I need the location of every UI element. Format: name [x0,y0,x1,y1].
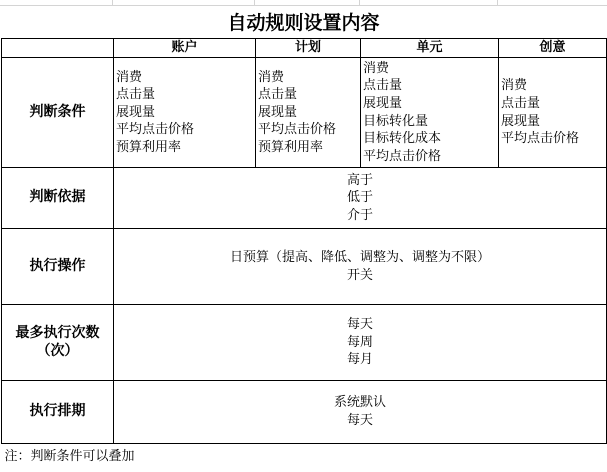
row-judge-basis [2,168,607,229]
condition-item: 消费 [501,78,528,94]
row-label-max-executions [2,305,114,381]
corner-cell [2,39,114,58]
condition-item: 平均点击价格 [116,122,195,138]
schedule-item: 每天 [346,413,373,428]
condition-item: 展现量 [116,104,156,120]
frequency-item: 每天 [346,317,373,333]
max-executions-label: 最多执行次数 [15,324,100,341]
row-max-executions [2,305,607,381]
col-header-creative: 创意 [499,39,607,58]
condition-item: 预算利用率 [258,139,324,155]
sheet-title: 自动规则设置内容 [227,12,380,34]
row-execute-operation [2,229,607,305]
condition-item: 点击量 [363,78,403,94]
cell-execute-schedule [114,381,607,444]
header-row [2,39,607,58]
basis-item: 低于 [346,190,373,206]
note-text: 注：判断条件可以叠加 [2,444,607,470]
condition-item: 预算利用率 [116,139,182,155]
row-label-execute-schedule: 执行排期 [2,381,114,444]
condition-item: 平均点击价格 [501,131,580,147]
row-label-execute-operation: 执行操作 [2,229,114,305]
condition-item: 点击量 [501,95,541,111]
row-execute-schedule [2,381,607,444]
rules-table [1,38,607,470]
cell-plan-conditions [256,58,361,168]
operation-item: 开关 [346,267,373,283]
condition-item: 消费 [116,69,143,85]
basis-item: 介于 [346,207,373,223]
row-label-judge-conditions: 判断条件 [2,58,114,168]
col-header-plan: 计划 [256,39,361,58]
condition-item: 展现量 [363,95,403,111]
col-header-unit: 单元 [361,39,499,58]
frequency-item: 每月 [346,352,373,368]
schedule-item: 系统默认 [333,395,386,411]
condition-item: 展现量 [258,104,298,120]
condition-item: 平均点击价格 [258,122,337,138]
frequency-item: 每周 [346,334,373,350]
row-judge-conditions [2,58,607,168]
cell-judge-basis [114,168,607,229]
condition-item: 消费 [258,69,285,85]
condition-item: 点击量 [258,87,298,103]
col-header-account: 账户 [114,39,256,58]
max-executions-unit: （次） [36,342,79,359]
note-row [2,444,607,470]
condition-item: 目标转化量 [363,113,429,129]
cell-unit-conditions [361,58,499,168]
condition-item: 展现量 [501,113,541,129]
condition-item: 平均点击价格 [363,148,442,164]
condition-item: 目标转化成本 [363,131,442,147]
cell-execute-operation [114,229,607,305]
basis-item: 高于 [346,172,373,188]
operation-item: 日预算（提高、降低、调整为、调整为不限） [229,249,490,265]
row-label-judge-basis: 判断依据 [2,168,114,229]
condition-item: 点击量 [116,87,156,103]
condition-item: 消费 [363,60,390,76]
cell-creative-conditions [499,58,607,168]
cell-account-conditions [114,58,256,168]
cell-max-executions [114,305,607,381]
